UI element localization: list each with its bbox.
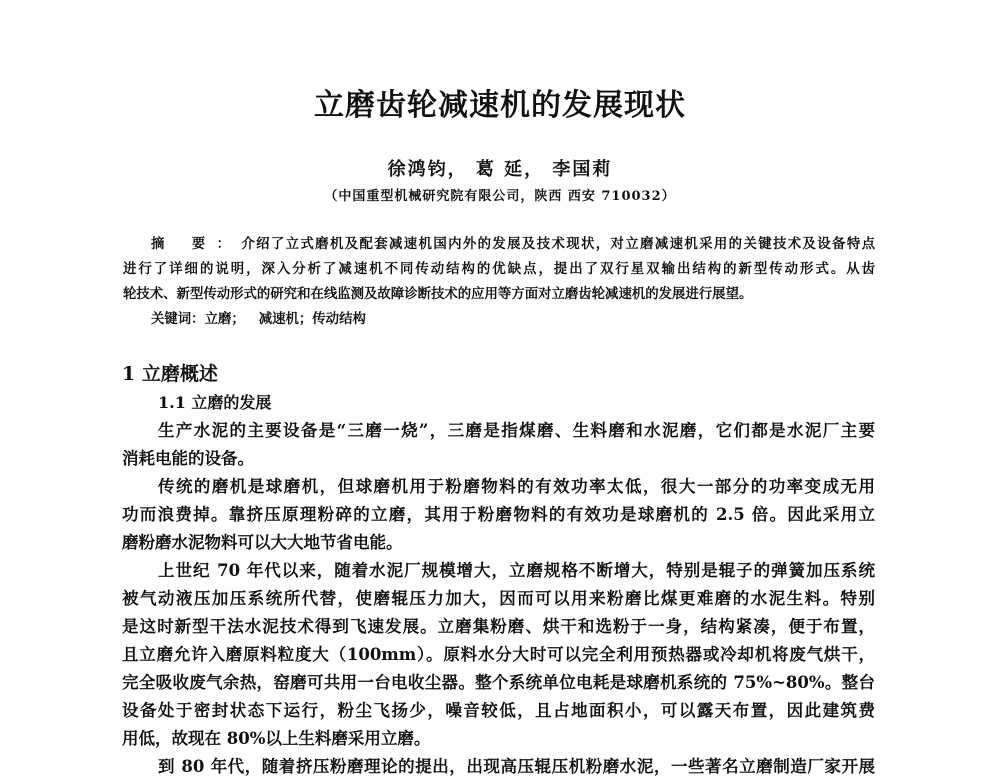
abstract-label: 摘 要： <box>151 236 242 252</box>
abstract-line <box>123 232 875 257</box>
paper-title: 立磨齿轮减速机的发展现状 <box>314 88 686 123</box>
paragraph-line: 到 80 年代，随着挤压粉磨理论的提出，出现高压辊压机粉磨水泥，一些著名立磨制造厂家开展 <box>158 757 875 776</box>
section-heading: 1 立磨概述 <box>122 363 218 385</box>
paragraph-line: 功而浪费掉。靠挤压原理粉碎的立磨，其用于粉磨物料的有效功是球磨机的 2.5 倍。因此采用立 <box>122 505 875 524</box>
body-text <box>122 417 875 781</box>
paragraph-line: 是这时新型干法水泥技术得到飞速发展。立磨集粉磨、烘干和选粉于一身，结构紧凑，便于布置， <box>122 617 875 636</box>
keyword-item: 减速机；传动结构 <box>258 311 366 327</box>
paper-authors: 徐鸿钧， 葛 延， 李国莉 <box>387 159 613 180</box>
paper-affiliation: （中国重型机械研究院有限公司，陕西 西安 710032） <box>324 189 676 204</box>
paragraph-line: 且立磨允许入磨原料粒度大（100mm）。原料水分大时可以完全利用预热器或冷却机将废气烘干， <box>122 645 875 664</box>
paragraph-line: 消耗电能的设备。 <box>122 449 254 468</box>
paragraph-line: 磨粉磨水泥物料可以大大地节省电能。 <box>122 533 403 552</box>
subsection-heading: 1.1 立磨的发展 <box>158 393 272 412</box>
keywords-label: 关键词： <box>151 311 205 327</box>
keywords <box>151 307 366 332</box>
paragraph-line: 用低，故现在 80%以上生料磨采用立磨。 <box>122 729 431 748</box>
abstract <box>123 232 875 307</box>
abstract-text: 介绍了立式磨机及配套减速机国内外的发展及技术现状，对立磨减速机采用的关键技术及设备特点 <box>241 236 875 252</box>
paragraph-line: 完全吸收废气余热，窑磨可共用一台电收尘器。整个系统单位电耗是球磨机系统的 75%~80%。整台 <box>122 673 875 692</box>
keyword-item: 立磨； <box>204 311 245 327</box>
abstract-line: 进行了详细的说明，深入分析了减速机不同传动结构的优缺点，提出了双行星双输出结构的新型传动形式。从齿 <box>123 261 875 277</box>
paragraph-line: 设备处于密封状态下运行，粉尘飞扬少，噪音较低，且占地面积小，可以露天布置，因此建筑费 <box>122 701 875 720</box>
paragraph-line: 上世纪 70 年代以来，随着水泥厂规模增大，立磨规格不断增大，特别是辊子的弹簧加压系统 <box>158 561 875 580</box>
paragraph-line: 传统的磨机是球磨机，但球磨机用于粉磨物料的有效功率太低，很大一部分的功率变成无用 <box>158 477 875 496</box>
paragraph-line: 被气动液压加压系统所代替，使磨辊压力加大，因而可以用来粉磨比煤更难磨的水泥生料。特别 <box>122 589 875 608</box>
paragraph-line: 生产水泥的主要设备是“三磨一烧”，三磨是指煤磨、生料磨和水泥磨，它们都是水泥厂主要 <box>158 421 875 440</box>
abstract-line: 轮技术、新型传动形式的研究和在线监测及故障诊断技术的应用等方面对立磨齿轮减速机的发展进行展望。 <box>123 286 753 302</box>
